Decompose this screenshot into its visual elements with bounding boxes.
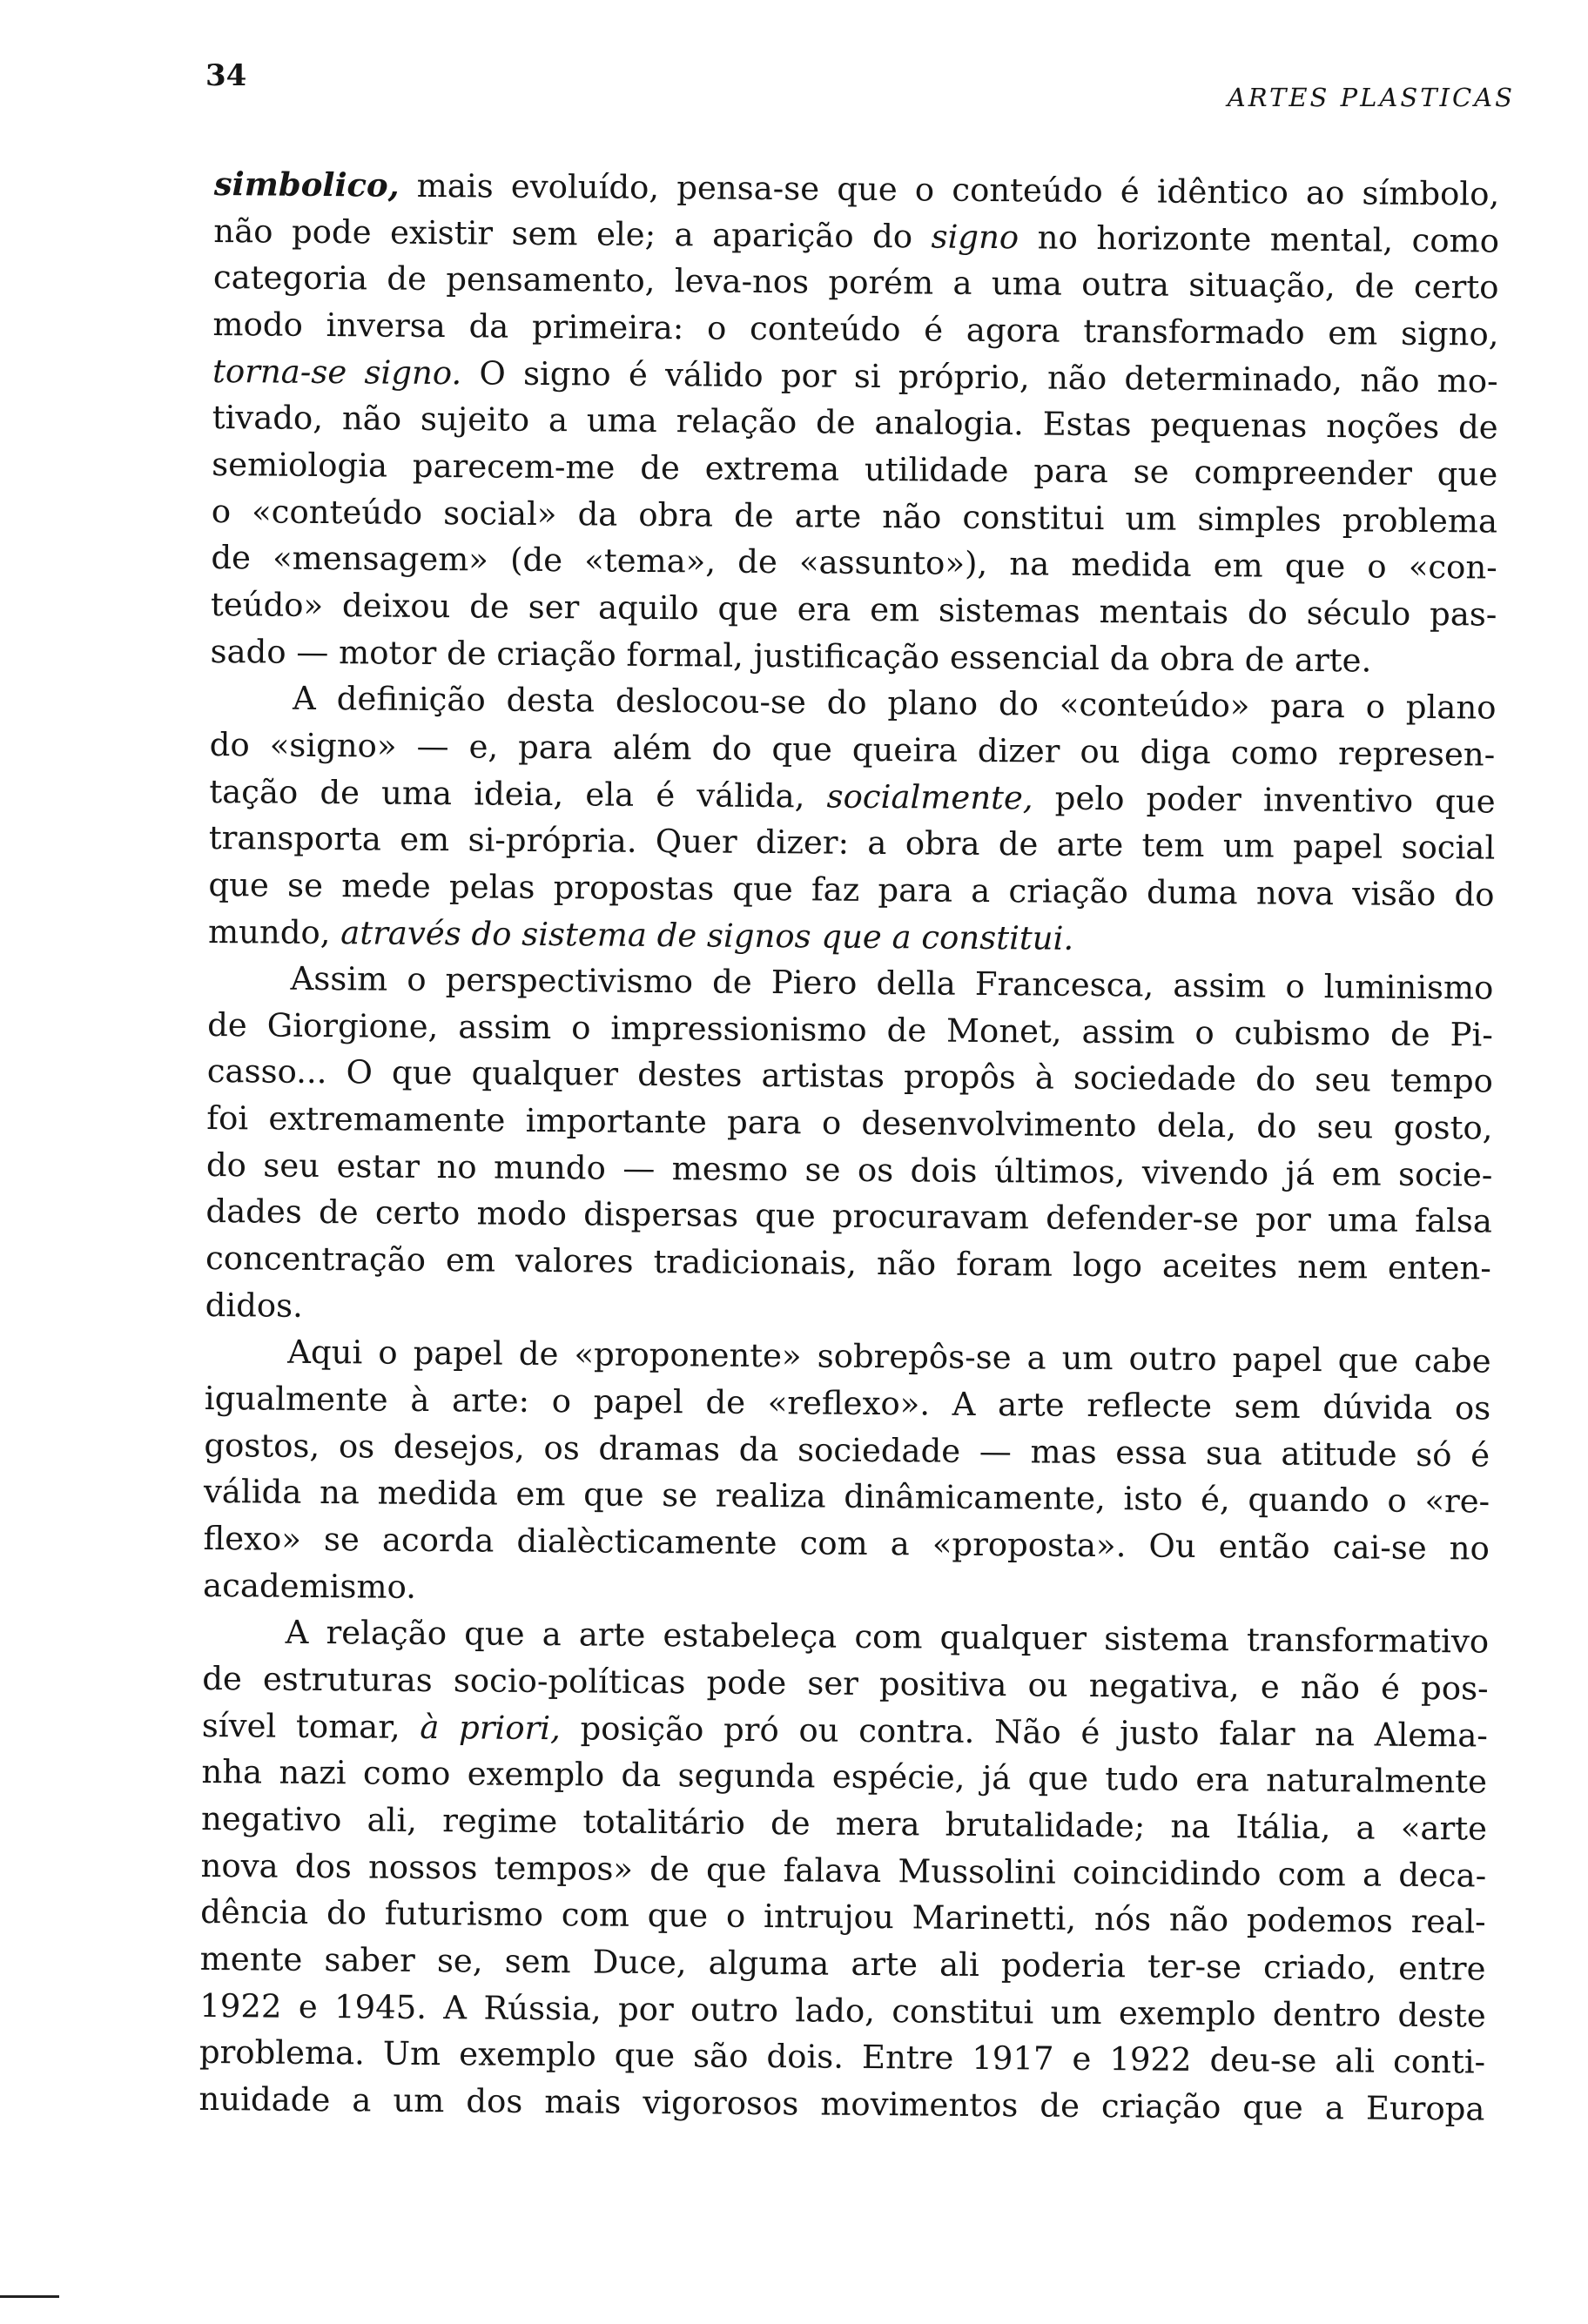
text-segment: didos. — [205, 1286, 304, 1325]
body-text — [198, 161, 1501, 2133]
text-segment: tação de uma ideia, ela é válida, — [209, 772, 827, 816]
text-segment: gostos, os desejos, os dramas da sociedade — mas essa sua atitude só é — [204, 1426, 1490, 1474]
text-segment: Assim o perspectivismo de Piero della Francesca, assim o luminismo — [290, 959, 1494, 1007]
text-segment: teúdo» deixou de ser aquilo que era em sistemas mentais do século pas- — [210, 585, 1497, 634]
emphasis: signo — [931, 218, 1019, 256]
text-segment: válida na medida em que se realiza dinâmicamente, isto é, quando o «re- — [203, 1473, 1490, 1521]
text-line-content — [208, 908, 1074, 961]
text-segment: que se mede pelas propostas que faz para a criação duma nova visão do — [208, 865, 1495, 914]
paragraph — [210, 161, 1501, 685]
text-segment: de Giorgione, assim o impressionismo de Monet, assim o cubismo de Pi- — [207, 1005, 1494, 1054]
paragraph — [208, 675, 1497, 965]
text-segment: modo inversa da primeira: o conteúdo é agora transformado em signo, — [212, 305, 1499, 353]
text-segment: A relação que a arte estabeleça com qualquer sistema transformativo — [285, 1614, 1490, 1661]
text-segment: 1922 e 1945. A Rússia, por outro lado, constitui um exemplo dentro deste — [199, 1986, 1486, 2035]
text-segment: dência do futurismo com que o intrujou Marinetti, nós não podemos real- — [200, 1893, 1486, 1941]
text-segment: nuidade a um dos mais vigorosos movimentos de criação que a Europa — [198, 2079, 1485, 2128]
text-segment: o «conteúdo social» da obra de arte não constitui um simples problema — [211, 492, 1498, 541]
text-segment: não pode existir sem ele; a aparição do — [213, 212, 932, 256]
text-segment: tivado, não sujeito a uma relação de analogia. Estas pequenas noções de — [212, 399, 1498, 447]
text-segment: mais evoluído, pensa-se que o conteúdo é idêntico ao símbolo, — [399, 166, 1500, 213]
text-segment: foi extremamente importante para o desenvolvimento dela, do seu gosto, — [206, 1099, 1493, 1147]
text-segment: nova dos nossos tempos» de que falava Mussolini coincidindo com a deca- — [200, 1846, 1487, 1895]
paragraph — [205, 955, 1494, 1339]
emphasis: através do sistema de signos que a constitui. — [340, 913, 1074, 957]
text-segment: do «signo» — e, para além do que queira dizer ou diga como represen- — [209, 725, 1496, 774]
text-segment: academismo. — [202, 1566, 417, 1606]
text-segment: igualmente à arte: o papel de «reflexo». A arte reflecte sem dúvida os — [204, 1380, 1491, 1427]
paragraph — [203, 1328, 1491, 1619]
text-segment: semiologia parecem-me de extrema utilidade para se compreender que — [212, 445, 1498, 494]
text-segment: mente saber se, sem Duce, alguma arte ali poderia ter-se criado, entre — [199, 1939, 1486, 1988]
text-segment: de «mensagem» (de «tema», de «assunto»), na medida em que o «con- — [211, 539, 1497, 587]
text-segment: casso... O que qualquer destes artistas propôs à sociedade do seu tempo — [206, 1052, 1494, 1101]
text-line-content — [198, 2076, 1484, 2133]
text-segment: Aqui o papel de «proponente» sobrepôs-se a um outro papel que cabe — [287, 1333, 1491, 1380]
text-segment: sado — motor de criação formal, justificação essencial da obra de arte. — [210, 632, 1372, 680]
text-segment: de estruturas socio-políticas pode ser positiva ou negativa, e não é pos- — [202, 1659, 1489, 1708]
text-segment: categoria de pensamento, leva-nos porém a uma outra situação, de certo — [212, 259, 1499, 306]
emphasis: socialmente, — [826, 777, 1033, 816]
text-segment: sível tomar, — [201, 1706, 421, 1746]
text-segment: nha nazi como exemplo da segunda espécie, já que tudo era naturalmente — [201, 1753, 1488, 1801]
running-head: ARTES PLASTICAS — [1227, 83, 1515, 112]
text-segment: posição pró ou contra. Não é justo falar na Alema- — [560, 1709, 1489, 1755]
text-segment: dades de certo modo dispersas que procuravam defender-se por uma falsa — [205, 1192, 1493, 1241]
emphasis: simbolico, — [213, 164, 400, 205]
text-segment: O signo é válido por si próprio, não determinado, não mo- — [461, 353, 1498, 400]
text-segment: mundo, — [207, 912, 341, 951]
text-segment: pelo poder inventivo que — [1033, 778, 1496, 821]
text-segment: flexo» se acorda dialècticamente com a «proposta». Ou então cai-se no — [203, 1519, 1490, 1568]
text-segment: concentração em valores tradicionais, não foram logo aceites nem enten- — [205, 1239, 1492, 1287]
paragraph — [198, 1609, 1490, 2133]
text-segment: transporta em si-própria. Quer dizer: a obra de arte tem um papel social — [208, 819, 1496, 867]
text-line — [198, 2076, 1485, 2133]
text-segment: no horizonte mental, como — [1019, 218, 1500, 260]
scan-edge-mark — [0, 2295, 59, 2298]
text-line-content — [203, 1562, 416, 1611]
page-number: 34 — [205, 58, 247, 93]
text-segment: problema. Um exemplo que são dois. Entre 1917 e 1922 deu-se ali conti- — [198, 2033, 1486, 2081]
emphasis: à priori, — [420, 1708, 562, 1747]
emphasis: torna-se signo. — [212, 352, 462, 392]
text-line-content — [205, 1282, 303, 1330]
text-segment: A definição desta deslocou-se do plano do «conteúdo» para o plano — [292, 679, 1497, 727]
text-segment: do seu estar no mundo — mesmo se os dois últimos, vivendo já em socie- — [205, 1145, 1493, 1194]
text-segment: negativo ali, regime totalitário de mera brutalidade; na Itália, a «arte — [200, 1799, 1488, 1848]
